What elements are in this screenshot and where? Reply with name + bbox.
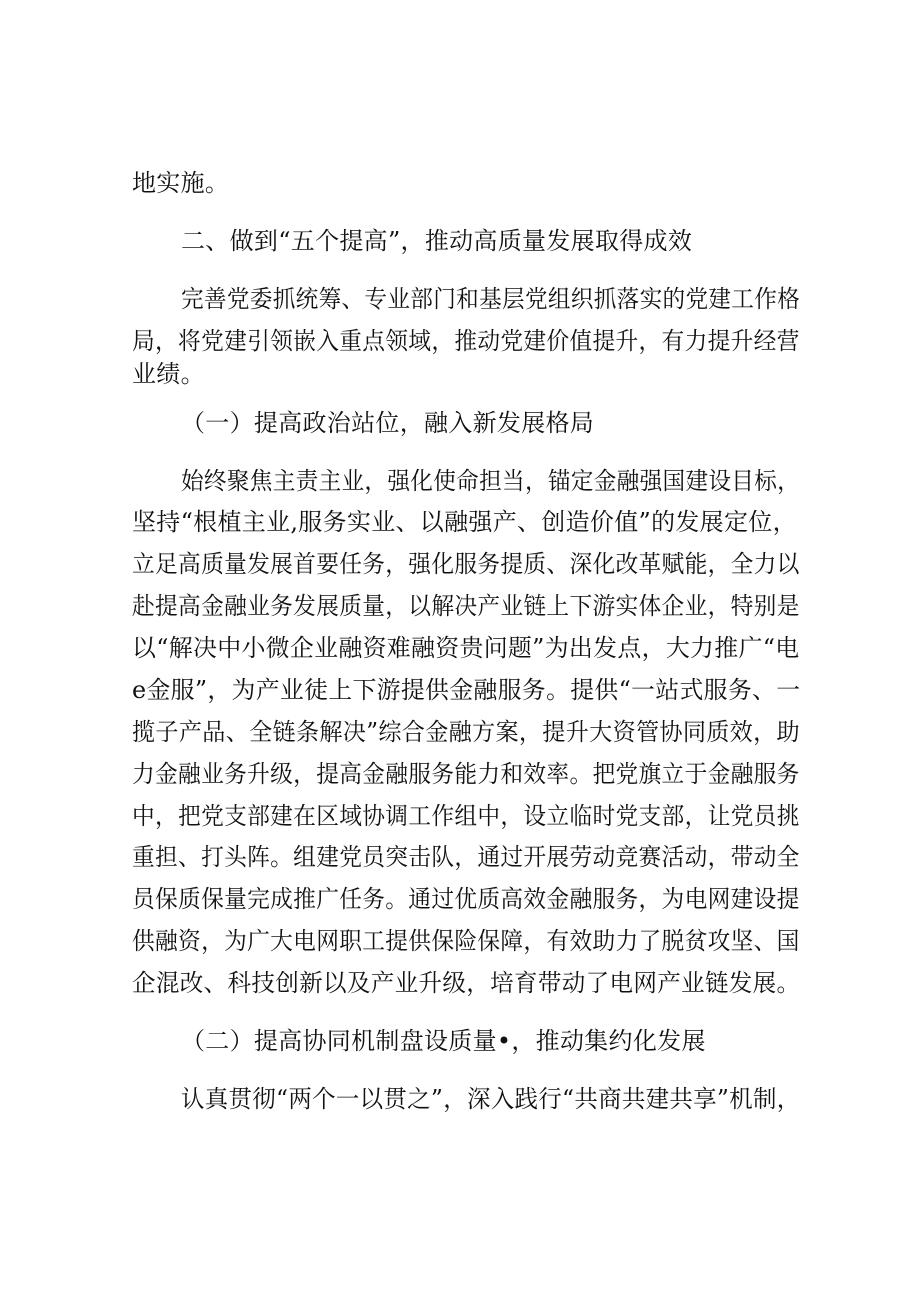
text-line: 局，将党建引领嵌入重点领域，推动党建价值提升，有力提升经营: [132, 327, 800, 355]
subsection-heading: （一）提高政治站位，融入新发展格局: [181, 409, 595, 437]
text-line: 中，把党支部建在区域协调工作组中，设立临时党支部，让党员挑: [132, 802, 800, 830]
text-line: 员保质保量完成推广任务。通过优质高效金融服务，为电网建设提: [132, 885, 800, 913]
text-line: 以“解决中小微企业融资难融资贵问题”为出发点，大力推广“电: [132, 634, 800, 662]
text-line: 供融资，为广大电网职工提供保险保障，有效助力了脱贫攻坚、国: [132, 927, 800, 955]
text-line: 业绩。: [132, 360, 205, 388]
text-line: 坚持“根植主业,服务实业、以融强产、创造价值”的发展定位，: [132, 508, 797, 536]
subsection-heading: （二）提高协同机制盘设质量•，推动集约化发展: [181, 1027, 706, 1055]
text-line: 立足高质量发展首要任务，强化服务提质、深化改革赋能，全力以: [132, 550, 800, 578]
text-line: 认真贯彻“两个一以贯之”，深入践行“共商共建共享”机制，: [181, 1085, 801, 1113]
text-line: e金服”，为产业徒上下游提供金融服务。提供“一站式服务、一: [132, 676, 801, 704]
text-line: 赴提高金融业务发展质量，以解决产业链上下游实体企业，特别是: [132, 592, 800, 620]
text-line: 重担、打头阵。组建党员突击队，通过开展劳动竞赛活动，带动全: [132, 843, 800, 871]
text-line: 完善党委抓统筹、专业部门和基层党组织抓落实的党建工作格: [181, 285, 801, 313]
section-heading: 二、做到“五个提高”，推动高质量发展取得成效: [181, 227, 693, 255]
text-line: 力金融业务升级，提高金融服务能力和效率。把党旗立于金融服务: [132, 760, 800, 788]
text-line: 始终聚焦主责主业，强化使命担当，锚定金融强国建设目标，: [181, 467, 801, 495]
text-line: 企混改、科技创新以及产业升级，培育带动了电网产业链发展。: [132, 969, 801, 997]
text-line: 揽子产品、全链条解决”综合金融方案，提升大资管协同质效，助: [132, 718, 800, 746]
text-line: 地实施。: [132, 169, 230, 197]
